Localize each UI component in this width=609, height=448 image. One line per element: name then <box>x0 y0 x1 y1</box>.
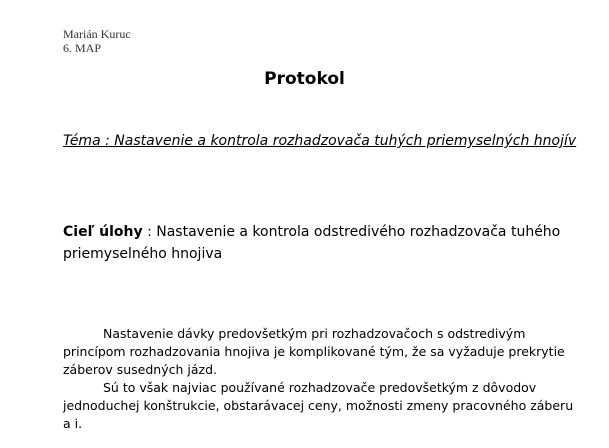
author-name: Marián Kuruc <box>63 27 131 41</box>
goal-label: Cieľ úlohy <box>63 224 143 240</box>
document-topic: Téma : Nastavenie a kontrola rozhadzovača tuhých priemyselných hnojív <box>63 133 577 149</box>
goal-text: : Nastavenie a kontrola odstredivého rozhadzovača tuhého priemyselného hnojiva <box>63 224 561 262</box>
paragraph: Nastavenie dávky predovšetkým pri rozhadzovačoch s odstredivým princípom rozhadzovania hnojiva je komplikované tým, že sa vyžaduje prekrytie záberov susedných jázd. <box>63 326 565 377</box>
document-goal <box>63 221 603 265</box>
author-class: 6. MAP <box>63 41 102 55</box>
author-block <box>63 27 131 55</box>
document-title: Protokol <box>264 69 345 89</box>
body-text <box>63 325 583 433</box>
paragraph: Sú to však najviac používané rozhadzovače predovšetkým z dôvodov jednoduchej konštrukcie, obstarávacej ceny, možnosti zmeny pracovného záberu a i. <box>63 380 574 431</box>
